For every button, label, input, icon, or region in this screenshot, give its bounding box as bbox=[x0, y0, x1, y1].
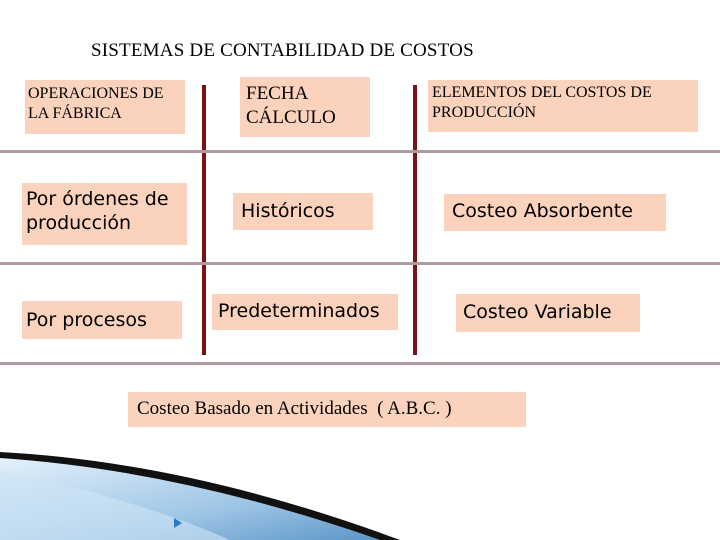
item-predeterminados: Predeterminados bbox=[212, 294, 398, 330]
header-operaciones: OPERACIONES DE LA FÁBRICA bbox=[25, 80, 185, 134]
header-fecha-calculo: FECHA CÁLCULO bbox=[240, 77, 370, 137]
item-por-procesos: Por procesos bbox=[22, 301, 182, 339]
item-costeo-abc: Costeo Basado en Actividades ( A.B.C. ) bbox=[128, 392, 526, 427]
item-costeo-absorbente: Costeo Absorbente bbox=[444, 194, 666, 231]
item-por-ordenes: Por órdenes de producción bbox=[22, 183, 187, 245]
item-costeo-variable: Costeo Variable bbox=[456, 294, 640, 332]
header-elementos: ELEMENTOS DEL COSTOS DE PRODUCCIÓN bbox=[428, 80, 698, 132]
diagram-title: SISTEMAS DE CONTABILIDAD DE COSTOS bbox=[91, 40, 474, 61]
item-historicos: Históricos bbox=[233, 193, 373, 230]
